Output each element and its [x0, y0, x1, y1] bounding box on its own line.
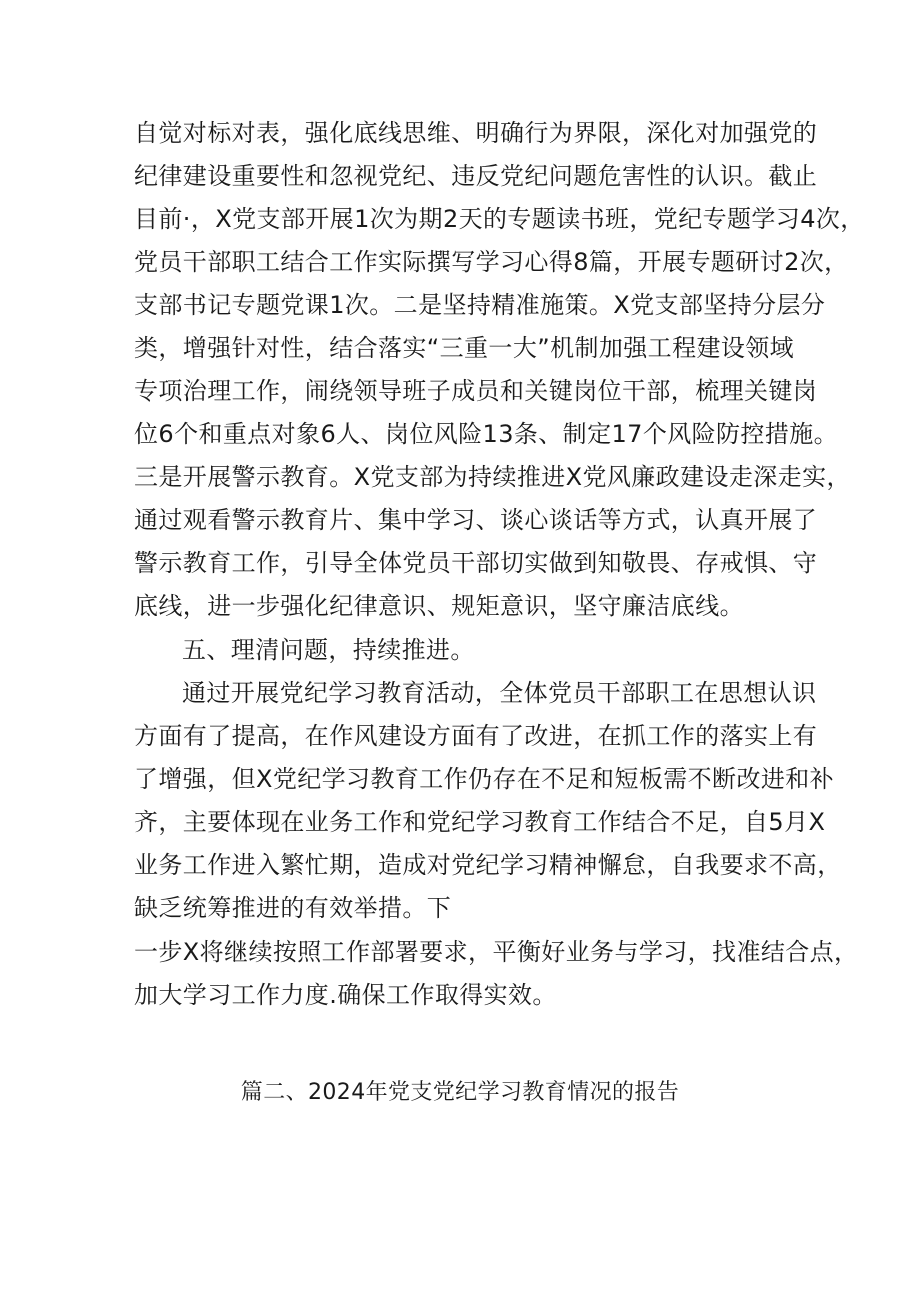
paragraph-1-line-5: 支部书记专题党课1次。二是坚持精准施策。X党支部坚持分层分 — [134, 291, 826, 319]
paragraph-2-line-6: 缺乏统筹推进的有效举措。下 — [134, 894, 452, 922]
paragraph-1-line-6: 类，增强针对性，结合落实“三重一大”机制加强工程建设领域 — [134, 334, 795, 362]
paragraph-1-line-8: 位6个和重点对象6人、岗位风险13条、制定17个风险防控措施。 — [134, 420, 839, 448]
section-heading: 五、理清问题，持续推进。 — [182, 636, 475, 664]
paragraph-3-line-1: 一步X将继续按照工作部署要求，平衡好业务与学习，找准结合点， — [134, 938, 859, 966]
next-section-title: 篇二、2024年党支党纪学习教育情况的报告 — [240, 1080, 680, 1105]
paragraph-2-line-1: 通过开展党纪学习教育活动，全体党员干部职工在思想认识 — [182, 679, 817, 707]
paragraph-2-line-3: 了增强，但X党纪学习教育工作仍存在不足和短板需不断改进和补 — [134, 765, 835, 793]
paragraph-1-line-2: 纪律建设重要性和忽视党纪、违反党纪问题危害性的认识。截止 — [134, 162, 818, 190]
paragraph-1-line-7: 专项治理工作，闹绕领导班子成员和关键岗位干部，梳理关键岗 — [134, 377, 818, 405]
paragraph-1-line-9: 三是开展警示教育。X党支部为持续推进X党风廉政建设走深走实， — [134, 463, 851, 491]
paragraph-1-line-4: 党员干部职工结合工作实际撰写学习心得8篇，开展专题研讨2次， — [134, 248, 849, 276]
paragraph-1-line-1: 自觉对标对表，强化底线思维、明确行为界限，深化对加强党的 — [134, 119, 818, 147]
paragraph-2-line-5: 业务工作进入繁忙期，造成对党纪学习精神懈怠，自我要求不高， — [134, 851, 842, 879]
paragraph-1-line-3: 目前·，X党支部开展1次为期2天的专题读书班，党纪专题学习4次， — [134, 205, 865, 233]
paragraph-2-line-4: 齐，主要体现在业务工作和党纪学习教育工作结合不足，自5月X — [134, 808, 826, 836]
paragraph-2-line-2: 方面有了提高，在作风建设方面有了改进，在抓工作的落实上有 — [134, 722, 818, 750]
paragraph-1-line-11: 警示教育工作，引导全体党员干部切实做到知敬畏、存戒惧、守 — [134, 549, 818, 577]
paragraph-1-line-10: 通过观看警示教育片、集中学习、谈心谈话等方式，认真开展了 — [134, 506, 818, 534]
paragraph-3-line-2: 加大学习工作力度.确保工作取得实效。 — [134, 981, 557, 1009]
paragraph-1-line-12: 底线，进一步强化纪律意识、规矩意识，坚守廉洁底线。 — [134, 592, 744, 620]
